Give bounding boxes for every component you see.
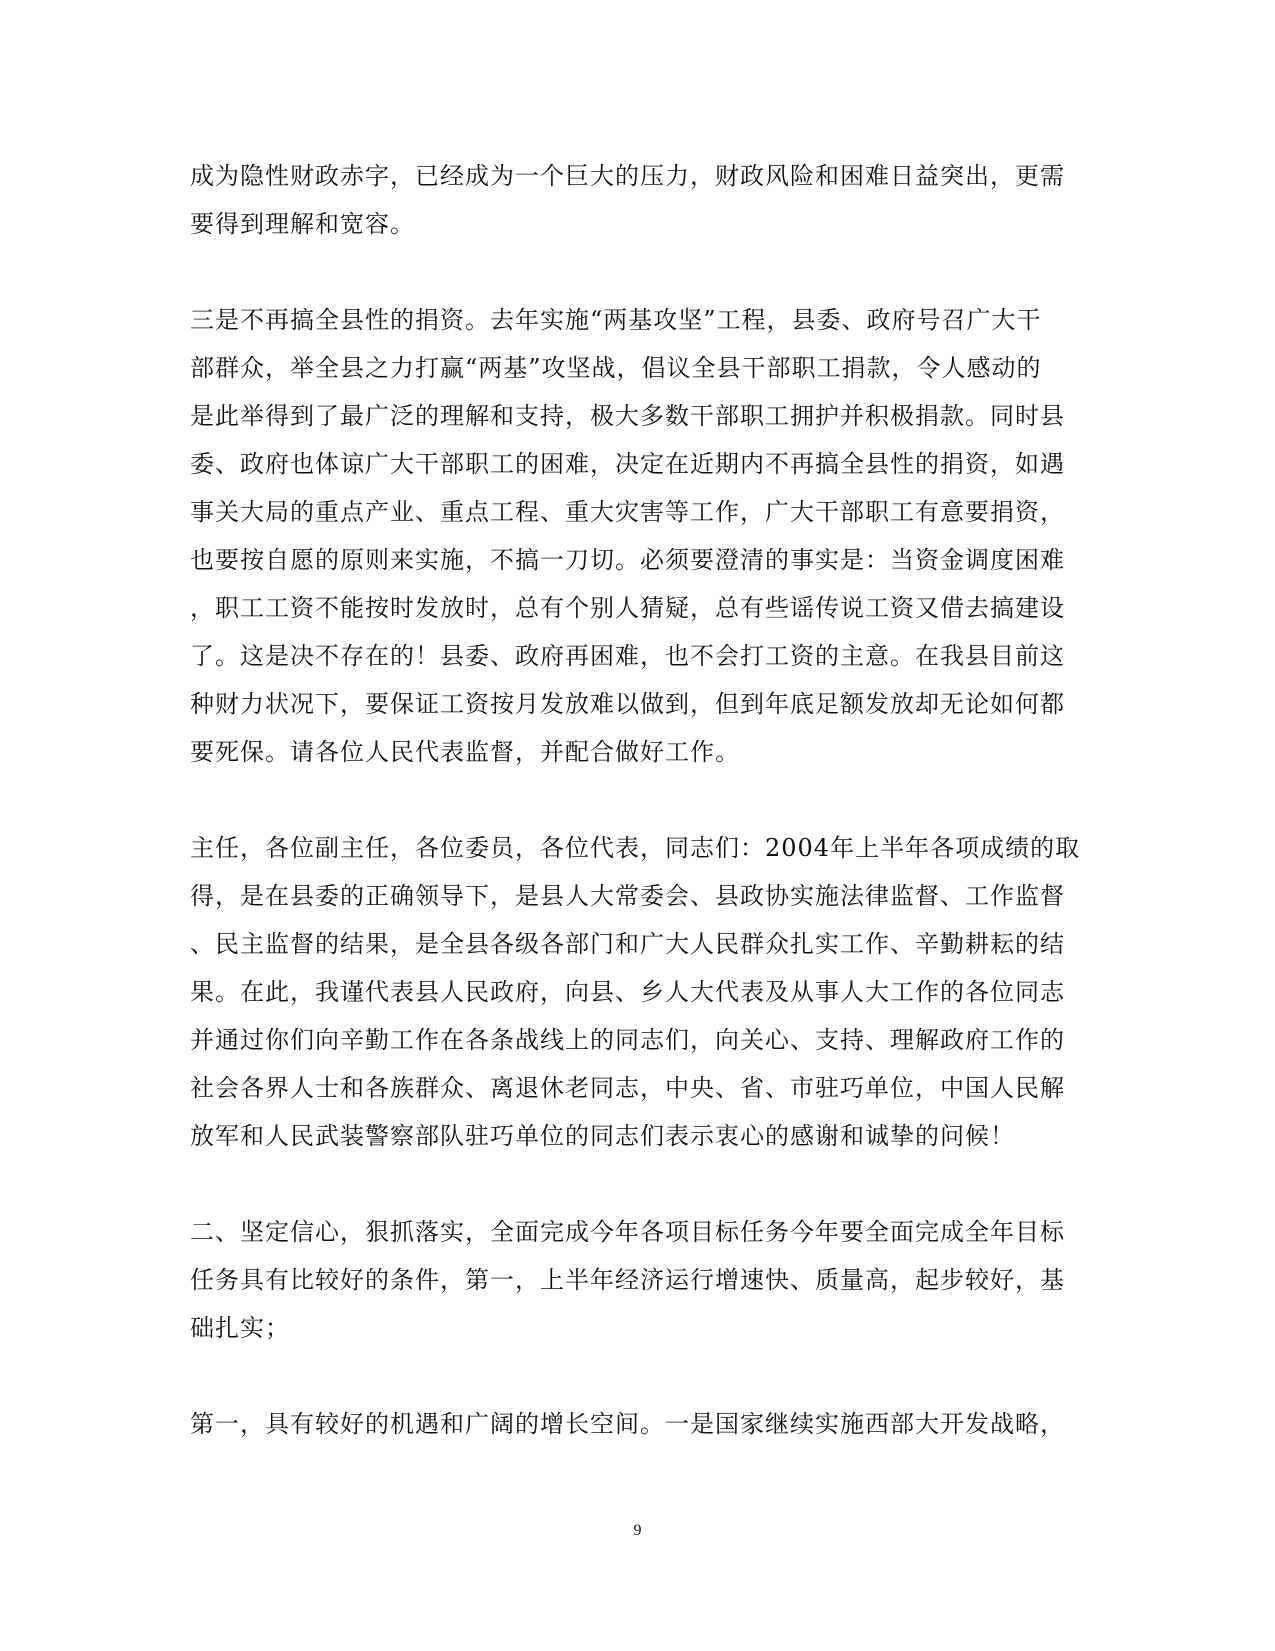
text-line: 委、政府也体谅广大干部职工的困难，决定在近期内不再搞全县性的捐资，如遇 xyxy=(190,450,1065,478)
text-line: ，职工工资不能按时发放时，总有个别人猜疑，总有些谣传说工资又借去搞建设 xyxy=(190,594,1065,622)
text-line: 二、坚定信心，狠抓落实，全面完成今年各项目标任务今年要全面完成全年目标 xyxy=(190,1218,1065,1246)
text-line: 放军和人民武装警察部队驻巧单位的同志们表示衷心的感谢和诚挚的问候！ xyxy=(190,1122,1015,1150)
text-line: 要死保。请各位人民代表监督，并配合做好工作。 xyxy=(190,738,740,766)
paragraph-4 xyxy=(190,1208,1075,1352)
text-line: 并通过你们向辛勤工作在各条战线上的同志们，向关心、支持、理解政府工作的 xyxy=(190,1026,1065,1054)
paragraph-3 xyxy=(190,824,1081,1160)
text-line: 也要按自愿的原则来实施，不搞一刀切。必须要澄清的事实是：当资金调度困难 xyxy=(190,546,1065,574)
text-line: 第一，具有较好的机遇和广阔的增长空间。一是国家继续实施西部大开发战略， xyxy=(190,1410,1065,1438)
text-line: 础扎实； xyxy=(190,1314,290,1342)
page-number: 9 xyxy=(633,1522,642,1539)
paragraph-5 xyxy=(190,1400,1075,1448)
text-line: 成为隐性财政赤字，已经成为一个巨大的压力，财政风险和困难日益突出，更需 xyxy=(190,162,1065,190)
text-line: 种财力状况下，要保证工资按月发放难以做到，但到年底足额发放却无论如何都 xyxy=(190,690,1065,718)
text-line: 了。这是决不存在的！县委、政府再困难，也不会打工资的主意。在我县目前这 xyxy=(190,642,1065,670)
text-line: 是此举得到了最广泛的理解和支持，极大多数干部职工拥护并积极捐款。同时县 xyxy=(190,402,1065,430)
text-line: 主任，各位副主任，各位委员，各位代表，同志们：2004年上半年各项成绩的取 xyxy=(190,834,1081,862)
paragraph-gap xyxy=(190,776,1075,824)
paragraph-gap xyxy=(190,1160,1075,1208)
text-line: 得，是在县委的正确领导下，是县人大常委会、县政协实施法律监督、工作监督 xyxy=(190,882,1065,910)
text-line: 三是不再搞全县性的捐资。去年实施“两基攻坚”工程，县委、政府号召广大干 xyxy=(190,306,1042,334)
body-text xyxy=(190,152,1081,1448)
text-line: 社会各界人士和各族群众、离退休老同志，中央、省、市驻巧单位，中国人民解 xyxy=(190,1074,1065,1102)
text-line: 要得到理解和宽容。 xyxy=(190,210,415,238)
paragraph-1 xyxy=(190,152,1075,248)
paragraph-gap xyxy=(190,248,1075,296)
paragraph-2 xyxy=(190,296,1075,776)
text-line: 任务具有比较好的条件，第一，上半年经济运行增速快、质量高，起步较好，基 xyxy=(190,1266,1065,1294)
text-line: 事关大局的重点产业、重点工程、重大灾害等工作，广大干部职工有意要捐资， xyxy=(190,498,1065,526)
text-line: 部群众，举全县之力打赢“两基”攻坚战，倡议全县干部职工捐款，令人感动的 xyxy=(190,354,1042,382)
text-line: 、民主监督的结果，是全县各级各部门和广大人民群众扎实工作、辛勤耕耘的结 xyxy=(190,930,1065,958)
text-line: 果。在此，我谨代表县人民政府，向县、乡人大代表及从事人大工作的各位同志 xyxy=(190,978,1065,1006)
paragraph-gap xyxy=(190,1352,1075,1400)
